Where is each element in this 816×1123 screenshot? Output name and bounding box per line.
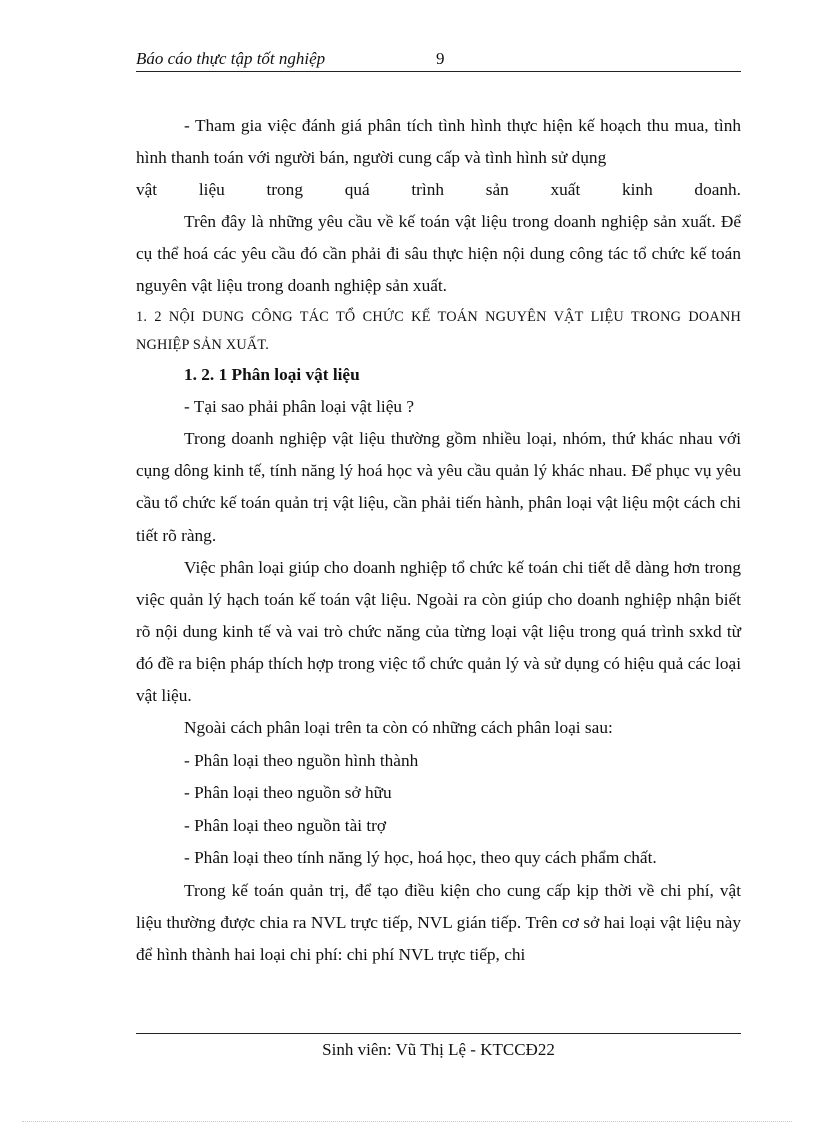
paragraph-purchase-assessment-end: vật liệu trong quá trình sản xuất kinh doanh. (136, 180, 741, 200)
page-number: 9 (436, 49, 445, 68)
paragraph-other-methods: Ngoài cách phân loại trên ta còn có những cách phân loại sau: (184, 718, 613, 738)
paragraph-material-types: Trong doanh nghiệp vật liệu thường gồm nhiều loại, nhóm, thứ khác nhau với cụng dông kinh tế, tính năng lý hoá học và yêu cầu quản lý khác nhau. Để phục vụ yêu cầu tổ chức kế toán quản trị vật liệu, cần phải tiến hành, phân loại vật liệu một cách chi tiết rõ ràng. (136, 429, 741, 545)
list-item: - Phân loại theo nguồn hình thành (184, 750, 419, 770)
subsection-heading: 1. 2. 1 Phân loại vật liệu (184, 364, 360, 384)
page-header (136, 46, 741, 72)
list-item: - Phân loại theo nguồn tài trợ (184, 815, 387, 835)
section-heading: 1. 2 NỘI DUNG CÔNG TÁC TỔ CHỨC KẾ TOÁN NGUYÊN VẬT LIỆU TRONG DOANH NGHIỆP SẢN XUẤT. (136, 308, 741, 353)
paragraph-management-accounting: Trong kế toán quản trị, để tạo điều kiện cho cung cấp kịp thời về chi phí, vật liệu thường được chia ra NVL trực tiếp, NVL gián tiếp. Trên cơ sở hai loại vật liệu này để hình thành hai loại chi phí: chi phí NVL trực tiếp, chi (136, 881, 741, 965)
footer-student: Sinh viên: Vũ Thị Lệ - KTCCĐ22 (322, 1040, 555, 1059)
header-title: Báo cáo thực tập tốt nghiệp (136, 49, 326, 68)
paragraph-purchase-assessment: - Tham gia việc đánh giá phân tích tình hình thực hiện kế hoạch thu mua, tình hình thanh toán với người bán, người cung cấp và tình hình sử dụng (136, 116, 741, 168)
question-line: - Tại sao phải phân loại vật liệu ? (184, 396, 415, 416)
page-footer (136, 1033, 741, 1060)
paragraph-classification-benefits: Việc phân loại giúp cho doanh nghiệp tổ chức kế toán chi tiết dễ dàng hơn trong việc quản lý hạch toán kế toán vật liệu. Ngoài ra còn giúp cho doanh nghiệp nhận biết rõ nội dung kinh tế và vai trò chức năng của từng loại vật liệu trong quá trình sxkd từ đó đề ra biện pháp thích hợp trong việc tổ chức quản lý và sử dụng có hiệu quả các loại vật liệu. (136, 557, 741, 705)
list-item: - Phân loại theo nguồn sở hữu (184, 783, 392, 803)
page-edge-divider (22, 1121, 792, 1122)
list-item: - Phân loại theo tính năng lý học, hoá học, theo quy cách phẩm chất. (184, 848, 657, 868)
document-body (136, 110, 741, 971)
paragraph-requirements-summary: Trên đây là những yêu cầu về kế toán vật liệu trong doanh nghiệp sản xuất. Để cụ thể hoá các yêu cầu đó cần phải đi sâu thực hiện nội dung công tác tổ chức kế toán nguyên vật liệu trong doanh nghiệp sản xuất. (136, 212, 741, 296)
